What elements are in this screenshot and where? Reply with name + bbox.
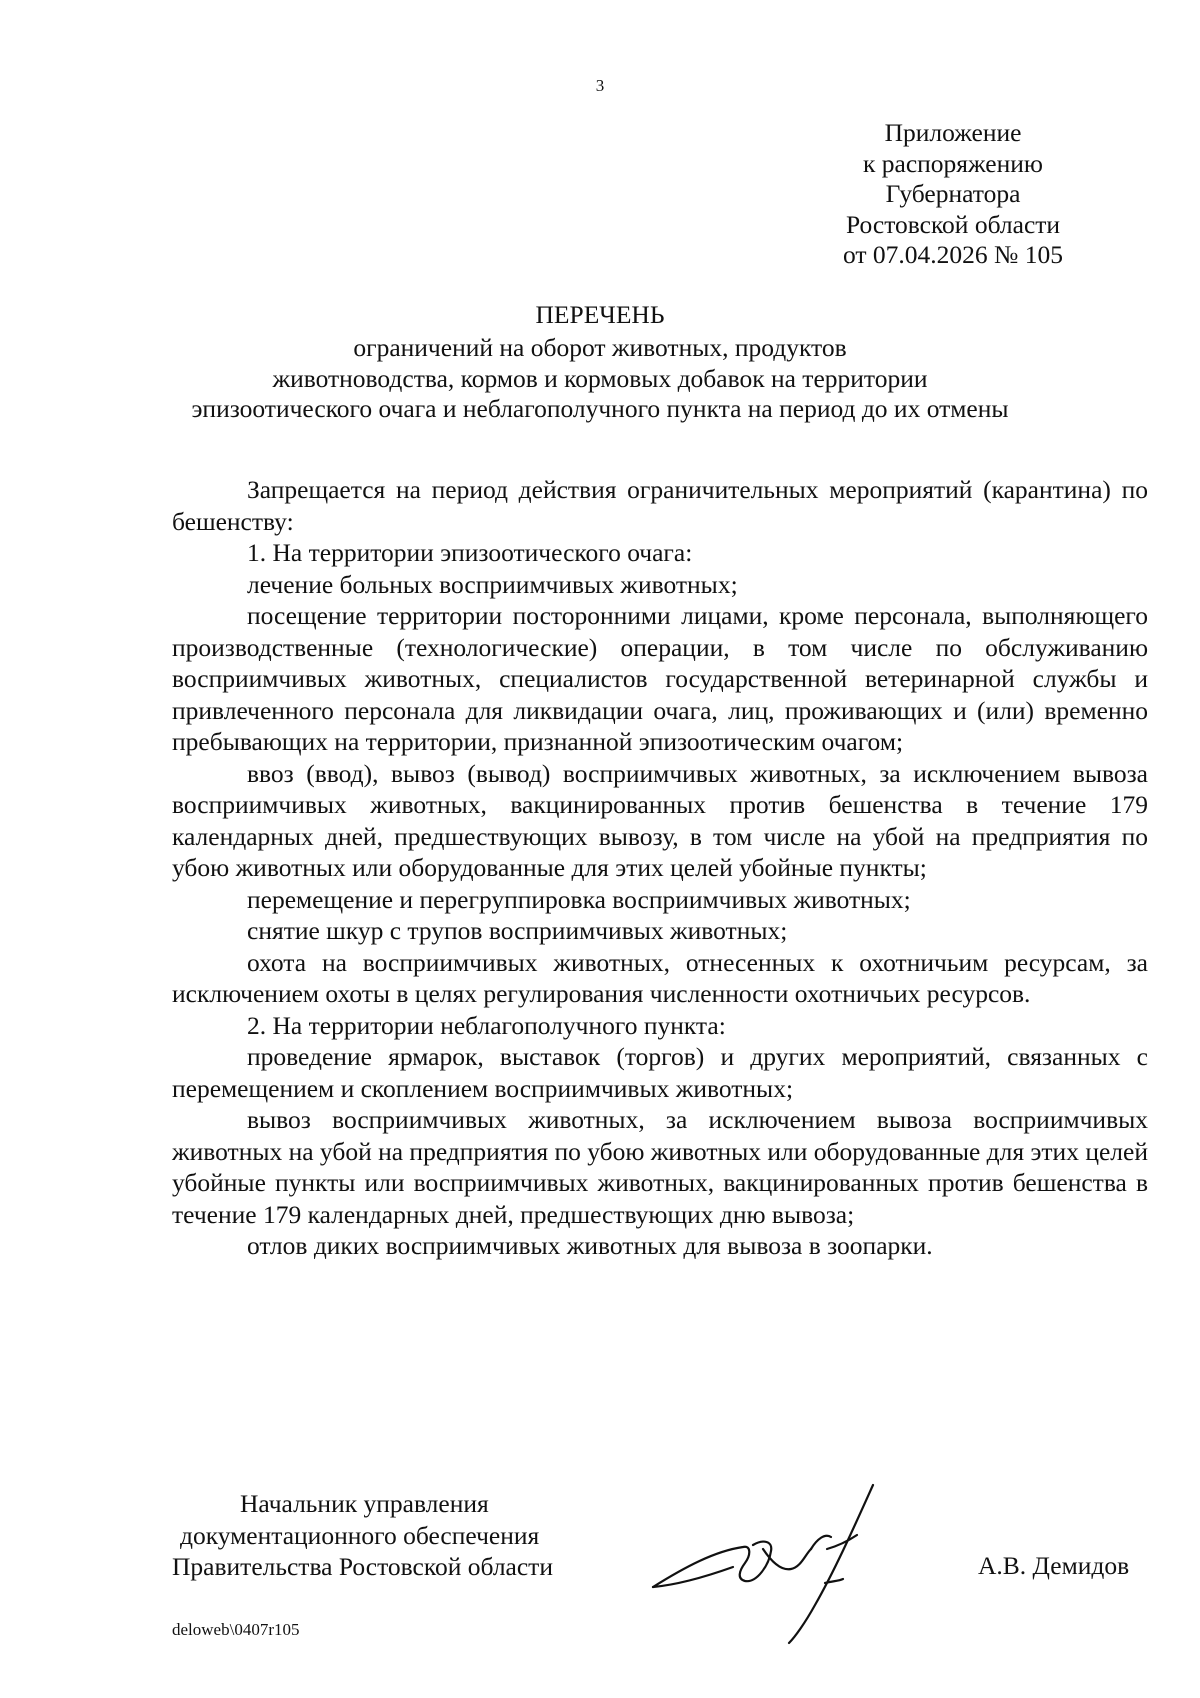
appendix-line: Приложение: [884, 118, 1022, 147]
footer-code: deloweb\0407r105: [172, 1620, 300, 1639]
section-heading: 2. На территории неблагополучного пункта:: [247, 1010, 726, 1040]
body-paragraph: перемещение и перегруппировка восприимчивых животных;: [247, 884, 911, 914]
body-paragraph: охота на восприимчивых животных, отнесенных к охотничьим ресурсам, за исключением охоты в целях регулирования численности охотничьих ресурсов.: [172, 947, 1148, 1008]
body-paragraph: лечение больных восприимчивых животных;: [247, 569, 738, 599]
handwritten-signature: [645, 1475, 935, 1645]
appendix-line: Губернатора: [885, 179, 1021, 208]
body-paragraph: ввоз (ввод), вывоз (вывод) восприимчивых животных, за исключением вывоза восприимчивых животных, вакцинированных против бешенства в течение 179 календарных дней, предшествующих вывозу, в том числе на убой на предприятия по убою животных или оборудованные для этих целей убойные пункты;: [172, 758, 1148, 882]
appendix-line: от 07.04.2026 № 105: [842, 240, 1063, 269]
body-paragraph: отлов диких восприимчивых животных для вывоза в зоопарки.: [247, 1231, 933, 1260]
subtitle-line: эпизоотического очага и неблагополучного пункта на период до их отмены: [191, 394, 1009, 423]
signatory-name: А.В. Демидов: [978, 1551, 1130, 1580]
body-paragraph: посещение территории посторонними лицами, кроме персонала, выполняющего производственные (технологические) операции, в том числе по обслуживанию восприимчивых животных, специалистов государственной ветеринарной службы и привлеченного персонала для ликвидации очага, лиц, проживающих и (или) временно пребывающих на территории, признанной эпизоотическим очагом;: [172, 601, 1148, 756]
body-paragraph: проведение ярмарок, выставок (торгов) и других мероприятий, связанных с перемещением и скоплением восприимчивых животных;: [172, 1042, 1148, 1103]
subtitle-line: ограничений на оборот животных, продуктов: [353, 333, 847, 362]
appendix-line: Ростовской области: [845, 209, 1061, 239]
document-title: ПЕРЕЧЕНЬ: [535, 300, 665, 329]
signatory-title-line: Начальник управления: [240, 1489, 489, 1518]
signatory-title-line: документационного обеспечения: [180, 1520, 540, 1550]
subtitle-line: животноводства, кормов и кормовых добавок на территории: [272, 363, 928, 393]
body-paragraph: снятие шкур с трупов восприимчивых животных;: [247, 916, 788, 945]
signatory-title: [172, 1488, 602, 1583]
document-body: [172, 474, 1148, 1262]
appendix-line: к распоряжению: [863, 148, 1043, 178]
section-heading: 1. На территории эпизоотического очага:: [247, 538, 693, 567]
document-subtitle: [0, 333, 1200, 425]
body-paragraph: вывоз восприимчивых животных, за исключением вывоза восприимчивых животных на убой на предприятия по убою животных или оборудованные для этих целей убойные пункты или восприимчивых животных, вакцинированных против бешенства в течение 179 календарных дней, предшествующих дню вывоза;: [172, 1105, 1148, 1229]
signatory-title-line: Правительства Ростовской области: [172, 1552, 553, 1581]
appendix-block: [760, 118, 1146, 271]
body-paragraph: Запрещается на период действия ограничительных мероприятий (карантина) по бешенству:: [172, 475, 1148, 536]
page-number: 3: [595, 76, 605, 95]
